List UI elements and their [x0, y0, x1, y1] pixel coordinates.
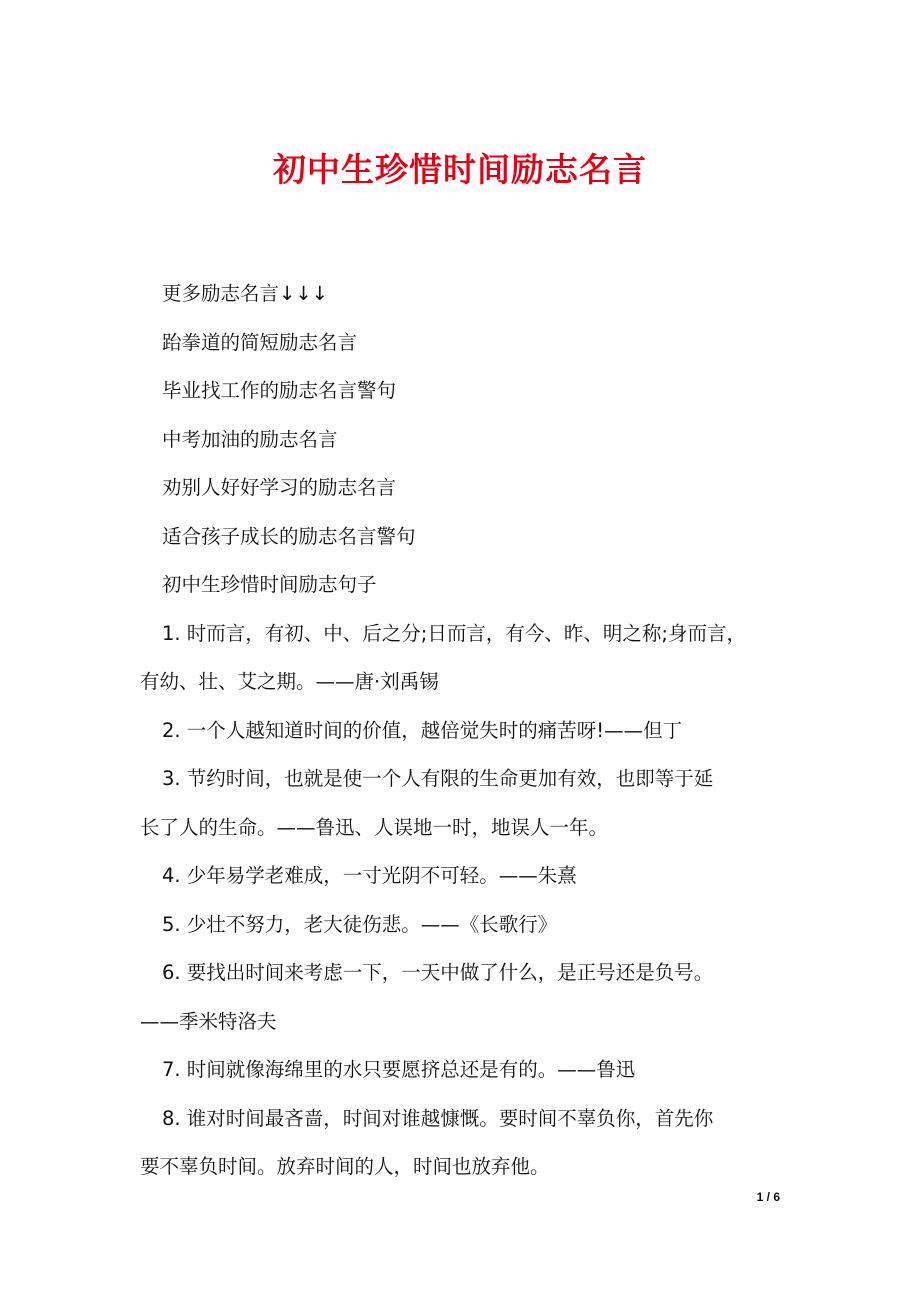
quote-line: 2. 一个人越知道时间的价值，越倍觉失时的痛苦呀!——但丁 [162, 718, 683, 742]
quote-line: 4. 少年易学老难成，一寸光阴不可轻。——朱熹 [162, 864, 577, 887]
related-link[interactable]: 劝别人好好学习的励志名言 [162, 476, 397, 499]
quote-line: 1. 时而言，有初、中、后之分;日而言，有今、昨、明之称;身而言， [162, 621, 746, 645]
quote-line: 6. 要找出时间来考虑一下，一天中做了什么，是正号还是负号。 [162, 961, 714, 984]
related-link[interactable]: 跆拳道的简短励志名言 [162, 330, 358, 354]
quote-item [140, 861, 792, 910]
quote-item [140, 1104, 792, 1201]
quote-item [140, 1055, 792, 1104]
related-link[interactable]: 适合孩子成长的励志名言警句 [162, 524, 416, 548]
document-title: 初中生珍惜时间励志名言 [273, 150, 647, 189]
related-link[interactable]: 毕业找工作的励志名言警句 [162, 379, 397, 402]
related-link[interactable]: 中考加油的励志名言 [162, 427, 338, 451]
quote-line: 长了人的生命。——鲁迅、人误地一时，地误人一年。 [140, 815, 609, 839]
related-link[interactable]: 初中生珍惜时间励志句子 [162, 573, 377, 596]
quote-item [140, 764, 792, 861]
quote-item [140, 910, 792, 959]
quote-line: 要不辜负时间。放弃时间的人，时间也放弃他。 [140, 1155, 550, 1178]
quote-line: 5. 少壮不努力，老大徒伤悲。——《长歌行》 [162, 912, 558, 936]
quote-item [140, 619, 792, 716]
quote-line: 8. 谁对时间最吝啬，时间对谁越慷慨。要时间不辜负你，首先你 [162, 1106, 714, 1130]
quote-line: 3. 节约时间，也就是使一个人有限的生命更加有效，也即等于延 [162, 767, 714, 790]
quote-item [140, 716, 792, 765]
quote-line: 有幼、壮、艾之期。——唐·刘禹锡 [140, 670, 439, 693]
quote-line: ——季米特洛夫 [140, 1009, 277, 1033]
quote-item [140, 958, 792, 1055]
page-number: 1 / 6 [756, 1190, 780, 1204]
document-body [140, 279, 792, 1201]
related-link[interactable]: 更多励志名言↓↓↓ [162, 282, 329, 305]
quote-line: 7. 时间就像海绵里的水只要愿挤总还是有的。——鲁迅 [162, 1058, 636, 1081]
